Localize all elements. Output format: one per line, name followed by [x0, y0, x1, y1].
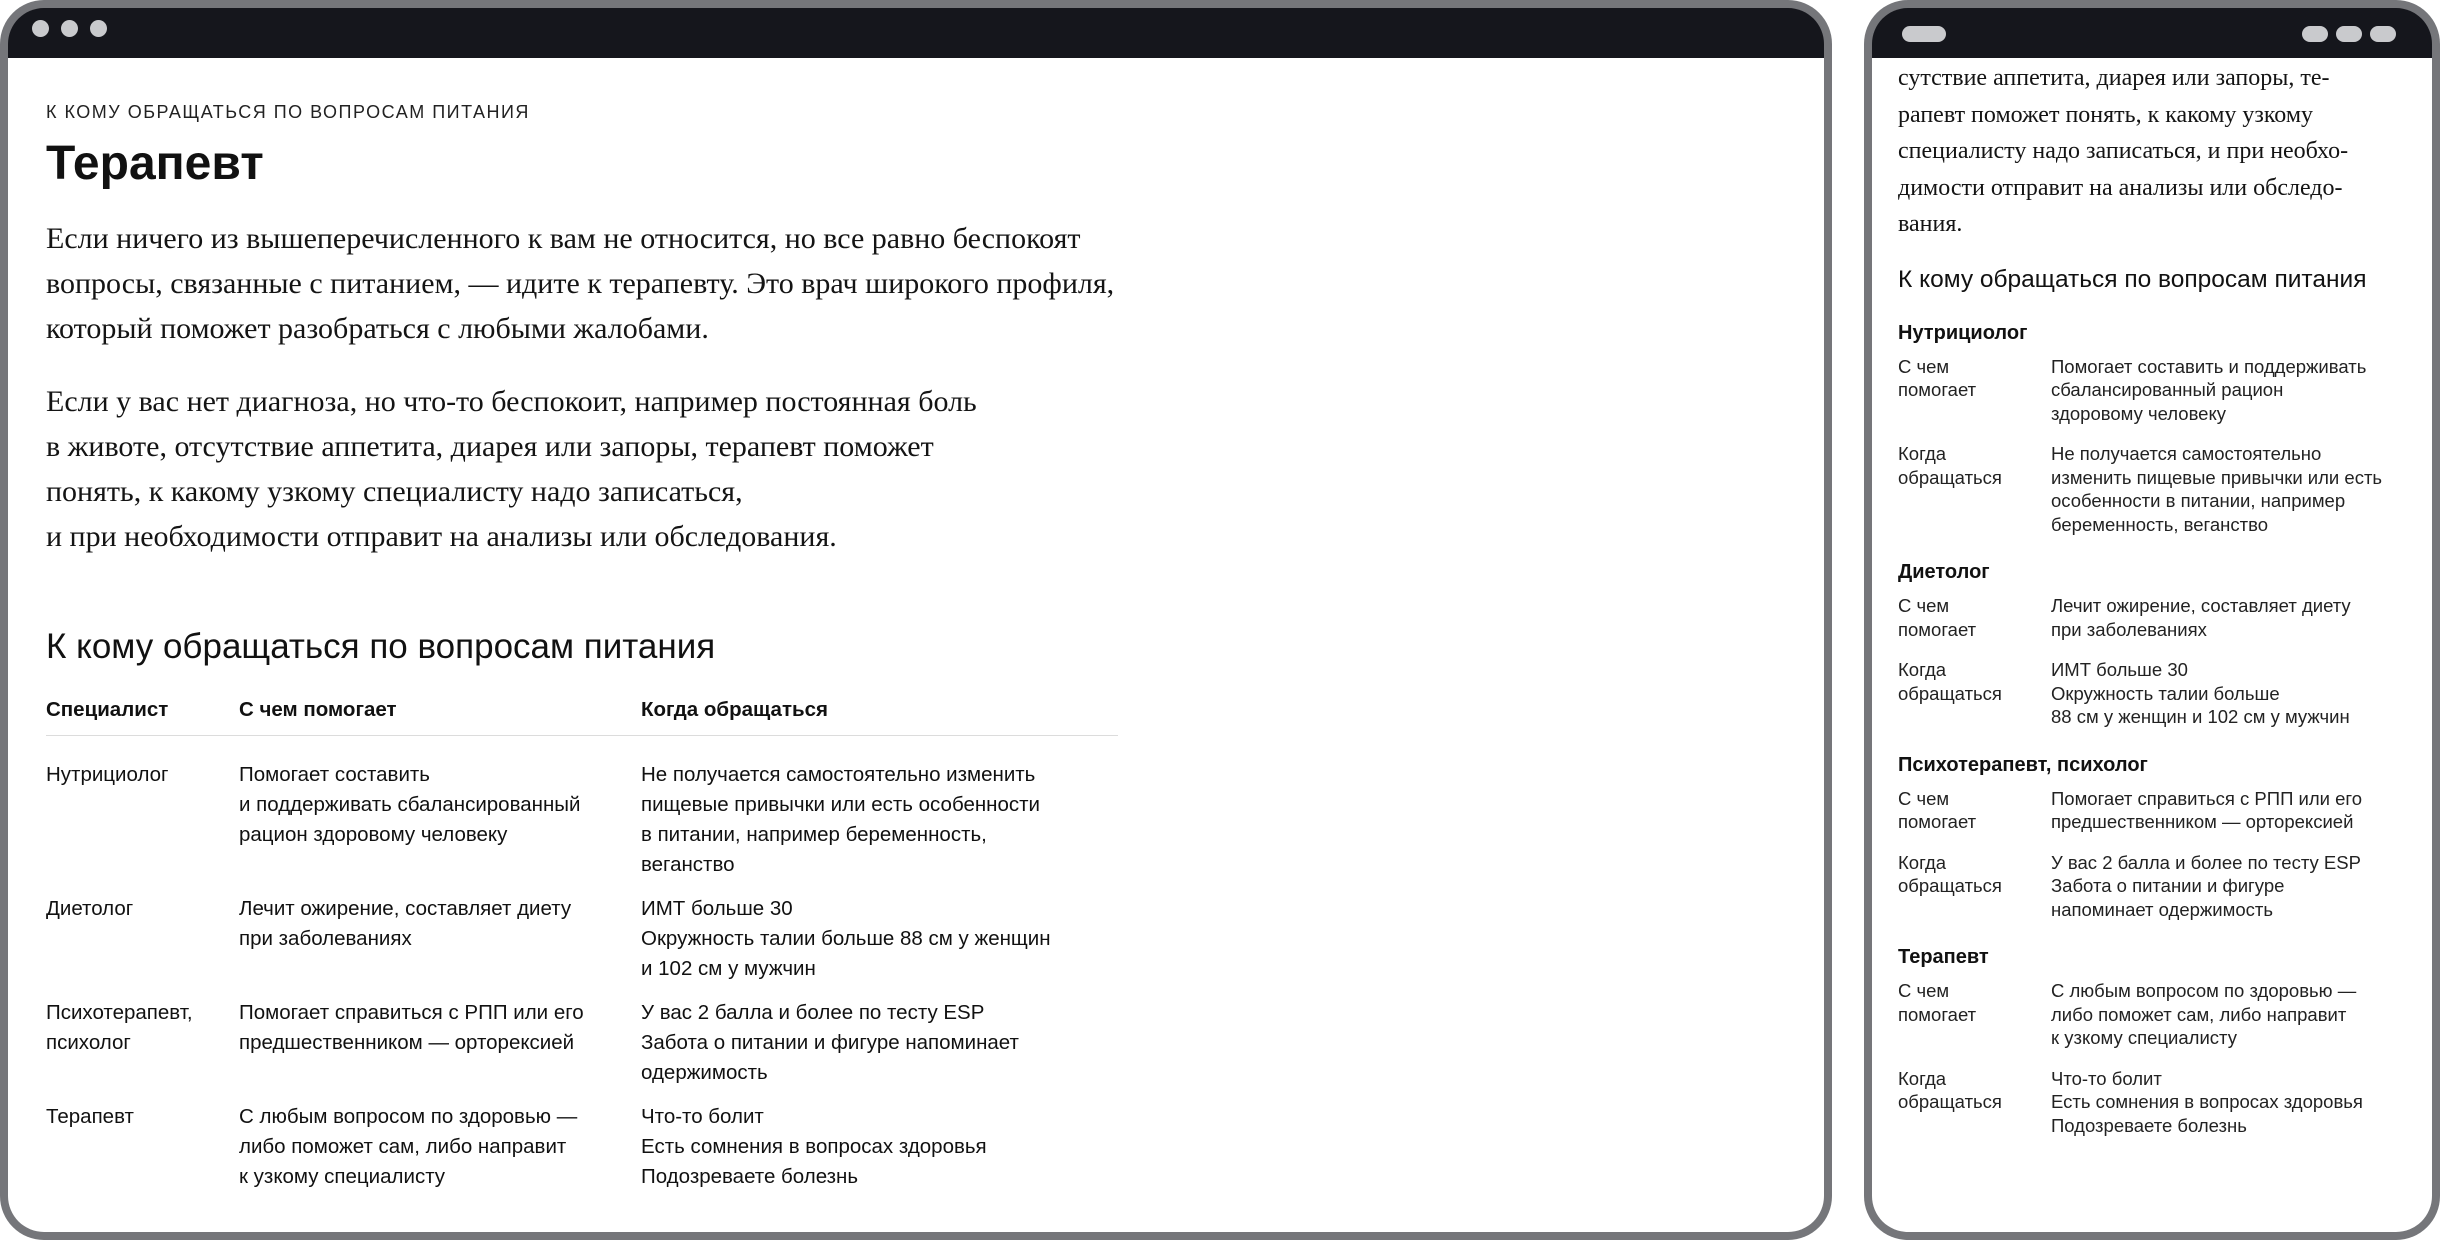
specialist-card [1898, 943, 2408, 1137]
value-line: Не получается самостоятельно [2051, 443, 2322, 464]
cell-line: У вас 2 балла и более по тесту ESP [641, 1001, 985, 1024]
label-line: С чем [1898, 595, 1950, 616]
label-line: С чем [1898, 980, 1950, 1001]
row-value [2051, 594, 2408, 641]
row-value [2051, 787, 2408, 834]
label-line: Когда [1898, 1067, 1947, 1089]
cell-line: психолог [46, 1031, 131, 1054]
value-line: беременность, веганство [2051, 513, 2269, 535]
table-row [46, 736, 1118, 895]
when-row [1898, 1067, 2408, 1138]
row-label [1898, 787, 2051, 834]
table-row [46, 894, 1118, 998]
cell-line: Помогает составить [239, 763, 430, 786]
column-header-when: Когда обращаться [641, 695, 1118, 736]
cell-helps [239, 1102, 641, 1206]
desktop-screen [8, 58, 1824, 1232]
mobile-screen[interactable] [1872, 58, 2432, 1232]
cell-when [641, 998, 1118, 1102]
row-value [2051, 658, 2408, 729]
diagnosis-paragraph [46, 379, 1126, 559]
cell-line: Забота о питании и фигуре напоминает [641, 1031, 1019, 1054]
value-line: С любым вопросом по здоровью — [2051, 980, 2357, 1001]
table-row [46, 998, 1118, 1102]
label-line: С чем [1898, 787, 1950, 809]
paragraph-line: и при необходимости отправит на анализы или обследования. [46, 520, 837, 553]
row-label [1898, 1067, 2051, 1138]
cell-line: Нутрициолог [46, 763, 169, 786]
row-value [2051, 979, 2408, 1050]
value-line: Помогает справиться с РПП или его [2051, 787, 2363, 809]
value-line: Подозреваете болезнь [2051, 1114, 2247, 1136]
status-indicator-icon [2302, 26, 2328, 42]
status-indicator-icon [2336, 26, 2362, 42]
value-line: предшественником — орторексией [2051, 811, 2354, 832]
helps-row [1898, 787, 2408, 834]
paragraph-line: Если у вас нет диагноза, но что-то беспокоит, например постоянная боль [46, 385, 977, 418]
row-label [1898, 442, 2051, 536]
cell-line: Не получается самостоятельно изменить [641, 763, 1036, 786]
label-line: С чем [1898, 355, 1950, 377]
column-header-specialist: Специалист [46, 695, 239, 736]
label-line: Когда [1898, 443, 1947, 464]
cell-line: Окружность талии больше 88 см у женщин [641, 927, 1051, 950]
label-line: Когда [1898, 659, 1947, 680]
value-line: изменить пищевые привычки или есть [2051, 466, 2383, 488]
cell-line: и поддерживать сбалансированный [239, 793, 581, 816]
row-value [2051, 355, 2408, 426]
cell-specialist [46, 1102, 239, 1206]
mobile-article [1898, 60, 2408, 1154]
value-line: особенности в питании, например [2051, 490, 2346, 511]
row-value [2051, 1067, 2408, 1138]
cell-line: пищевые привычки или есть особенности [641, 793, 1040, 816]
label-line: обращаться [1898, 466, 2002, 488]
window-dot-icon[interactable] [32, 20, 49, 37]
specialist-name: Психотерапевт, психолог [1898, 753, 2148, 776]
value-line: Забота о питании и фигуре [2051, 875, 2285, 896]
value-line: У вас 2 балла и более по тесту ESP [2051, 851, 2361, 873]
mobile-table-heading: К кому обращаться по вопросам питания [1898, 265, 2367, 293]
label-line: обращаться [1898, 875, 2002, 896]
desktop-title-bar [8, 8, 1824, 58]
row-value [2051, 851, 2408, 922]
specialist-name: Нутрициолог [1898, 321, 2028, 344]
when-row [1898, 851, 2408, 922]
when-row [1898, 442, 2408, 536]
status-indicators [2302, 26, 2396, 42]
specialist-card [1898, 751, 2408, 922]
mobile-status-bar [1872, 8, 2432, 58]
cell-line: Помогает справиться с РПП или его [239, 1001, 584, 1024]
row-label [1898, 355, 2051, 426]
value-line: Лечит ожирение, составляет диету [2051, 595, 2351, 616]
table-header-row [46, 695, 1118, 736]
specialists-table [46, 695, 1118, 1206]
section-eyebrow: К КОМУ ОБРАЩАТЬСЯ ПО ВОПРОСАМ ПИТАНИЯ [46, 102, 530, 122]
helps-row [1898, 979, 2408, 1050]
cell-specialist [46, 736, 239, 895]
paragraph-line: сутствие аппетита, диарея или запоры, те- [1898, 65, 2330, 91]
specialist-card [1898, 319, 2408, 537]
label-line: обращаться [1898, 1091, 2002, 1112]
cell-line: Подозреваете болезнь [641, 1165, 859, 1188]
paragraph-line: в животе, отсутствие аппетита, диарея или запоры, терапевт поможет [46, 430, 934, 463]
row-value [2051, 442, 2408, 536]
cell-line: Лечит ожирение, составляет диету [239, 897, 572, 920]
specialist-card [1898, 558, 2408, 729]
desktop-article [46, 100, 1126, 1206]
cell-when [641, 736, 1118, 895]
cell-line: при заболеваниях [239, 927, 412, 950]
value-line: Есть сомнения в вопросах здоровья [2051, 1091, 2363, 1112]
cell-helps [239, 998, 641, 1102]
label-line: Когда [1898, 851, 1947, 873]
window-dot-icon[interactable] [90, 20, 107, 37]
cell-line: Что-то болит [641, 1105, 764, 1128]
cell-line: Есть сомнения в вопросах здоровья [641, 1135, 987, 1158]
paragraph-line: специалисту надо записаться, и при необхо- [1898, 138, 2349, 164]
window-dot-icon[interactable] [61, 20, 78, 37]
when-row [1898, 658, 2408, 729]
cell-helps [239, 736, 641, 895]
cell-line: ИМТ больше 30 [641, 897, 793, 920]
cell-line: Терапевт [46, 1105, 134, 1128]
window-controls [32, 20, 107, 37]
status-pill-icon [1902, 26, 1946, 42]
cell-helps [239, 894, 641, 998]
specialist-name: Диетолог [1898, 561, 1990, 583]
value-line: Помогает составить и поддерживать [2051, 355, 2367, 377]
cell-line: С любым вопросом по здоровью — [239, 1105, 578, 1128]
intro-paragraph: Если ничего из вышеперечисленного к вам не относится, но все равно беспокоят вопросы, связанные с питанием, — идите к терапевту. Это врач широкого профиля, который поможет разобраться с любыми жалобами. [46, 222, 1115, 345]
helps-row [1898, 355, 2408, 426]
specialist-name: Терапевт [1898, 946, 1989, 968]
mobile-paragraph [1898, 60, 2408, 243]
paragraph-line: димости отправит на анализы или обследо- [1898, 174, 2343, 201]
cell-line: одержимость [641, 1061, 768, 1084]
cell-line: Психотерапевт, [46, 1001, 193, 1024]
table-heading: К кому обращаться по вопросам питания [46, 627, 716, 666]
cell-line: либо поможет сам, либо направит [239, 1135, 567, 1158]
value-line: сбалансированный рацион [2051, 379, 2284, 400]
label-line: обращаться [1898, 682, 2002, 704]
cell-line: веганство [641, 853, 735, 876]
column-header-helps: С чем помогает [239, 695, 641, 736]
value-line: к узкому специалисту [2051, 1027, 2237, 1048]
page-title: Терапевт [46, 137, 264, 190]
paragraph-line: вания. [1898, 211, 1963, 237]
row-label [1898, 979, 2051, 1050]
label-line: помогает [1898, 1003, 1977, 1025]
cell-when [641, 1102, 1118, 1206]
cell-line: Диетолог [46, 897, 134, 920]
mobile-device-frame [1864, 0, 2440, 1240]
helps-row [1898, 594, 2408, 641]
value-line: Окружность талии больше [2051, 682, 2280, 704]
value-line: ИМТ больше 30 [2051, 659, 2188, 680]
table-row [46, 1102, 1118, 1206]
cell-line: предшественником — орторексией [239, 1031, 575, 1054]
value-line: 88 см у женщин и 102 см у мужчин [2051, 706, 2350, 727]
paragraph-line: рапевт поможет понять, к какому узкому [1898, 101, 2314, 128]
value-line: при заболеваниях [2051, 618, 2207, 640]
paragraph-line: понять, к какому узкому специалисту надо записаться, [46, 475, 743, 508]
cell-line: и 102 см у мужчин [641, 957, 816, 980]
row-label [1898, 594, 2051, 641]
value-line: напоминает одержимость [2051, 898, 2273, 920]
label-line: помогает [1898, 379, 1977, 400]
row-label [1898, 851, 2051, 922]
value-line: либо поможет сам, либо направит [2051, 1003, 2347, 1025]
cell-specialist [46, 894, 239, 998]
value-line: Что-то болит [2051, 1067, 2162, 1089]
value-line: здоровому человеку [2051, 402, 2227, 424]
label-line: помогает [1898, 811, 1977, 832]
cell-line: в питании, например беременность, [641, 823, 987, 846]
row-label [1898, 658, 2051, 729]
cell-specialist [46, 998, 239, 1102]
cell-line: к узкому специалисту [239, 1165, 446, 1188]
cell-when [641, 894, 1118, 998]
label-line: помогает [1898, 618, 1977, 640]
status-indicator-icon [2370, 26, 2396, 42]
cell-line: рацион здоровому человеку [239, 823, 508, 846]
